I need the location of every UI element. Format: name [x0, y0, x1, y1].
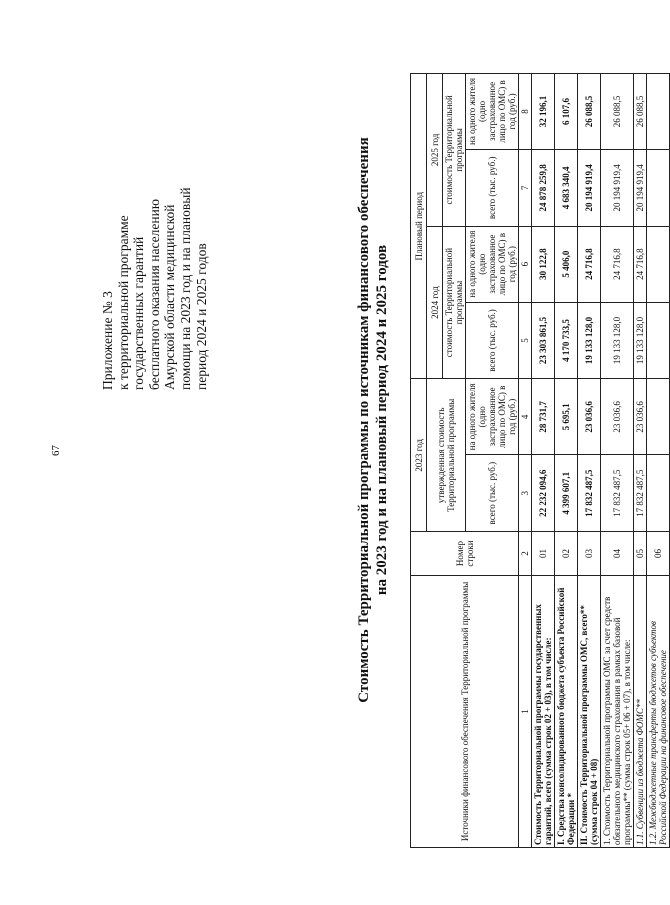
header-year-2024: 2024 год	[427, 226, 443, 379]
row-label: II. Стоимость Территориальной программы ОМС, всего** (сумма строк 04 + 08)	[578, 575, 601, 847]
page-number: 67	[50, 445, 62, 456]
appendix-line-1: к территориальной программе	[115, 215, 131, 390]
cell-value: 23 036,6	[578, 379, 601, 455]
table-row	[647, 74, 670, 848]
cell-value: 5 406,0	[555, 226, 578, 302]
row-number: 06	[647, 532, 670, 576]
row-number: 01	[532, 532, 555, 576]
appendix-line-4: Амурской области медицинской	[162, 204, 178, 390]
header-per-person-2023: на одного жителя (одно застрахованное лицо по ОМС) в год (руб.)	[466, 379, 519, 455]
table-row	[634, 74, 647, 848]
cell-value: 30 122,8	[532, 226, 555, 302]
cell-value	[647, 302, 670, 379]
cell-value: 17 832 487,5	[578, 455, 601, 532]
cell-value: 20 194 919,4	[601, 149, 634, 226]
column-index-3: 3	[519, 455, 532, 532]
column-index-7: 7	[519, 149, 532, 226]
row-label: Стоимость Территориальной программы государственных гарантий, всего (сумма строк 02 + 03), в том числе:	[532, 575, 555, 847]
cell-value: 28 731,7	[532, 379, 555, 455]
cell-value	[647, 226, 670, 302]
cell-value: 24 878 259,8	[532, 149, 555, 226]
cell-value: 4 683 340,4	[555, 149, 578, 226]
title-line-1: Стоимость Территориальной программы по источникам финансового обеспечения	[356, 137, 372, 703]
cell-value: 20 194 919,4	[634, 149, 647, 226]
cell-value	[647, 149, 670, 226]
row-number: 02	[555, 532, 578, 576]
table-row	[601, 74, 634, 848]
cell-value: 24 716,8	[634, 226, 647, 302]
cell-value: 24 716,8	[578, 226, 601, 302]
title-line-2: на 2023 год и на плановый период 2024 и 2025 годов	[374, 244, 390, 596]
row-label: 1. Стоимость Территориальной программы ОМС за счет средств обязательного медицинского страхования в рамках базовой программы** (сумма строк 05+ 06 + 07), в том числе:	[601, 575, 634, 847]
cell-value: 23 036,6	[634, 379, 647, 455]
column-index-1: 1	[519, 575, 532, 847]
column-index-5: 5	[519, 302, 532, 379]
column-index-6: 6	[519, 226, 532, 302]
row-number: 04	[601, 532, 634, 576]
cell-value: 17 832 487,5	[634, 455, 647, 532]
header-year-2025: 2025 год	[427, 74, 443, 227]
appendix-title: Приложение № 3	[100, 291, 115, 390]
cell-value: 24 716,8	[601, 226, 634, 302]
header-total-2024: всего (тыс. руб.)	[466, 302, 519, 379]
document-title	[355, 35, 391, 805]
cell-value: 19 133 128,0	[634, 302, 647, 379]
cell-value	[647, 74, 670, 150]
row-number: 05	[634, 532, 647, 576]
cell-value	[647, 455, 670, 532]
header-total-2023: всего (тыс. руб.)	[466, 455, 519, 532]
cell-value: 6 107,6	[555, 74, 578, 150]
row-label: 1.2. Межбюджетные трансферты бюджетов субъектов Российской Федерации на финансовое обеспечение	[647, 575, 670, 847]
appendix-caption	[100, 110, 209, 390]
cell-value: 23 036,6	[601, 379, 634, 455]
cell-value: 26 088,5	[578, 74, 601, 150]
row-label: I. Средства консолидированного бюджета субъекта Российской Федерации *	[555, 575, 578, 847]
cell-value: 20 194 919,4	[578, 149, 601, 226]
column-index-8: 8	[519, 74, 532, 150]
appendix-line-5: помощи на 2023 год и на плановый	[177, 187, 193, 390]
column-index-2: 2	[519, 532, 532, 576]
header-planning-period: Плановый период	[411, 74, 427, 379]
header-row-number: Номер строки	[411, 532, 519, 576]
header-year-2023: 2023 год	[411, 379, 427, 532]
appendix-line-6: период 2024 и 2025 годов	[193, 243, 209, 390]
table-row	[555, 74, 578, 848]
finance-table	[410, 73, 670, 848]
cell-value: 32 196,1	[532, 74, 555, 150]
cell-value: 23 303 861,5	[532, 302, 555, 379]
cell-value: 5 695,1	[555, 379, 578, 455]
cell-value: 22 232 094,6	[532, 455, 555, 532]
appendix-line-2: государственных гарантий	[131, 236, 147, 390]
row-label: 1.1. Субвенции из бюджета ФОМС**	[634, 575, 647, 847]
appendix-line-3: бесплатного оказания населению	[146, 199, 162, 390]
row-number: 03	[578, 532, 601, 576]
cell-value: 19 133 128,0	[601, 302, 634, 379]
cell-value: 4 399 607,1	[555, 455, 578, 532]
cell-value: 19 133 128,0	[578, 302, 601, 379]
table-row	[532, 74, 555, 848]
cell-value: 4 170 733,5	[555, 302, 578, 379]
header-total-2025: всего (тыс. руб.)	[466, 149, 519, 226]
header-per-person-2024: на одного жителя (одно застрахованное лицо по ОМС) в год (руб.)	[466, 226, 519, 302]
header-approved-cost: утвержденная стоимость Территориальной программы	[427, 379, 466, 532]
cell-value: 26 088,5	[601, 74, 634, 150]
cell-value: 17 832 487,5	[601, 455, 634, 532]
header-program-cost-2025: стоимость Территориальной программы	[443, 74, 466, 227]
cell-value: 26 088,5	[634, 74, 647, 150]
header-program-cost-2024: стоимость Территориальной программы	[443, 226, 466, 379]
header-per-person-2025: на одного жителя (одно застрахованное лицо по ОМС) в год (руб.)	[466, 74, 519, 150]
table-row	[578, 74, 601, 848]
cell-value	[647, 379, 670, 455]
column-index-4: 4	[519, 379, 532, 455]
header-source: Источники финансового обеспечения Территориальной программы	[411, 575, 519, 847]
